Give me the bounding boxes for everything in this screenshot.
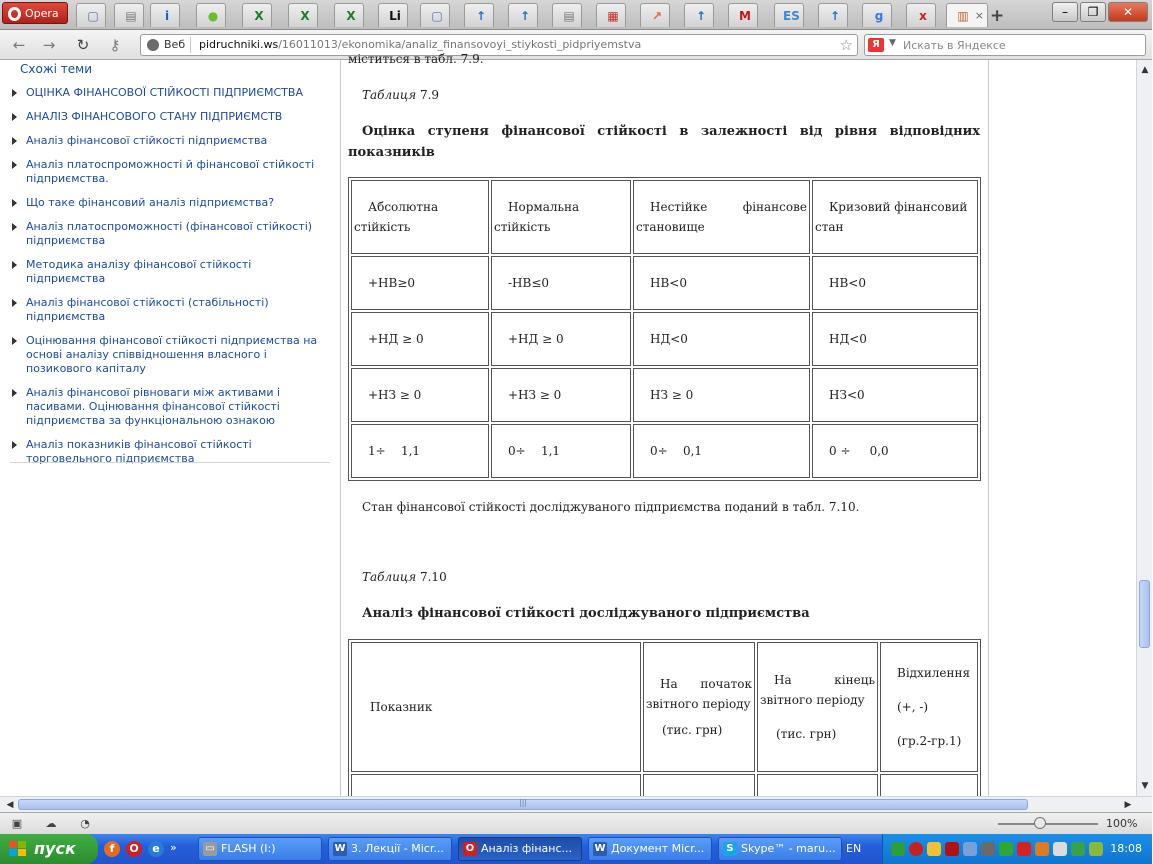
language-indicator[interactable]: EN [846,842,862,855]
shield-icon[interactable] [927,842,941,856]
browser-tab[interactable] [464,3,494,27]
browser-tab[interactable] [640,3,670,27]
related-topic-link[interactable]: Аналіз показників фінансової стійкості торговельного підприємства [10,438,332,466]
opera-logo-icon [8,7,21,21]
zoom-slider[interactable] [998,823,1098,825]
site-badge[interactable]: Веб [144,37,191,53]
browser-tab[interactable] [196,3,226,27]
table-cell: НВ<0 [812,256,978,310]
browser-tab[interactable] [684,3,714,27]
browser-tab[interactable] [774,3,804,27]
table-row [351,256,978,310]
page-icon: ▤ [125,9,137,23]
system-tray [882,834,1152,864]
scroll-up-arrow-icon[interactable]: ▲ [1141,65,1149,75]
search-field[interactable] [864,34,1146,56]
table-cell: НВ<0 [633,256,810,310]
table-header-cell: Показник [351,642,641,772]
upload-icon: ↑ [475,9,487,23]
browser-status-bar [0,812,1152,834]
close-tab-icon[interactable]: × [974,9,984,22]
scroll-down-arrow-icon[interactable]: ▼ [1141,781,1149,791]
page-viewport [0,52,1136,796]
yandex-icon[interactable]: Я [868,38,884,52]
close-window-button[interactable]: ✕ [1108,2,1148,22]
browser-tab[interactable] [76,3,106,27]
tray-app-icon[interactable] [891,842,905,856]
column-divider [988,60,989,796]
info-icon: i [164,9,170,23]
page-icon: ▢ [431,9,443,23]
tray-app-icon[interactable] [1089,842,1103,856]
table-cell: +НЗ ≥ 0 [351,368,489,422]
tray-app-icon[interactable] [1035,842,1049,856]
browser-tab[interactable] [288,3,318,27]
speed-dial-icon[interactable]: ◔ [80,817,90,830]
related-topic-link[interactable]: Методика аналізу фінансової стійкості підприємства [10,258,332,286]
related-topics-list [10,86,332,476]
table-header-row [351,180,978,254]
apple-icon: ● [207,9,219,23]
minimize-button[interactable]: – [1052,2,1078,22]
paragraph-text: міститься в табл. 7.9. [348,52,484,66]
firefox-icon[interactable]: f [104,841,120,857]
table-header-cell: На кінець звітного періоду (тис. грн) [757,642,878,772]
related-topic-link[interactable]: Аналіз платоспроможності й фінансової стійкості підприємства. [10,158,332,186]
page-icon: ▤ [563,9,575,23]
related-topics-title: Схожі теми [20,62,93,76]
ie-icon[interactable]: e [148,841,164,857]
quick-launch [104,841,177,857]
upload-icon: ↑ [695,9,707,23]
related-topic-link[interactable]: Аналіз фінансової стійкості (стабільності) підприємства [10,296,332,324]
paragraph-text: Стан фінансової стійкості досліджуваного підприємства поданий в табл. 7.10. [362,500,860,514]
browser-tab[interactable] [508,3,538,27]
volume-icon[interactable] [1053,842,1067,856]
opera-icon[interactable]: O [126,841,142,857]
page-icon: ▢ [87,9,99,23]
forward-button[interactable]: → [42,36,56,54]
browser-tab[interactable] [552,3,582,27]
start-button[interactable]: пуск [0,834,98,864]
mail-icon: M [739,9,751,23]
panel-toggle-icon[interactable]: ▣ [11,817,23,830]
taskbar-button-label: Документ Micr... [611,842,705,855]
table-header-cell: Кризовий фінансовий стан [812,180,978,254]
table-cell: +НД ≥ 0 [491,312,631,366]
search-placeholder: Искать в Яндексе [903,39,1006,52]
taskbar-button-label: FLASH (I:) [221,842,276,855]
google-icon: g [874,9,884,23]
browser-tab[interactable] [150,3,180,27]
news-icon: ▦ [607,9,619,23]
url-path: /16011013/ekonomika/analiz_finansovoyi_stiykosti_pidpriyemstva [278,38,642,51]
opera-menu-button[interactable]: Opera [2,2,68,24]
word-icon: W [334,843,346,854]
scroll-left-arrow-icon[interactable]: ◀ [6,800,14,810]
scroll-right-arrow-icon[interactable]: ▶ [1124,800,1132,810]
es-icon: ES [783,9,800,23]
back-button[interactable]: ← [12,36,26,54]
bookmark-star-icon[interactable]: ☆ [839,36,853,54]
url-field[interactable] [140,34,858,56]
books-icon: ▥ [957,9,969,23]
x-icon: x [919,9,927,23]
address-toolbar [0,30,1152,60]
zoom-level[interactable]: 100% [1106,817,1138,830]
browser-tab[interactable] [728,3,758,27]
browser-tab-bar [0,0,1152,30]
table-cell: 0÷ 1,1 [491,424,631,478]
sidebar-divider [10,462,330,463]
browser-tab[interactable] [946,3,988,27]
horizontal-scroll-thumb[interactable]: ||| [18,799,1028,810]
chevron-down-icon[interactable]: ▼ [889,38,896,48]
key-icon[interactable]: ⚷ [109,36,121,54]
table-row [351,312,978,366]
table-row [351,424,978,478]
table-title: Аналіз фінансової стійкості досліджуваного підприємства [362,606,810,621]
taskbar-button[interactable] [328,837,452,861]
table-cell: 1÷ 1,1 [351,424,489,478]
related-topic-link[interactable]: Аналіз платоспроможності (фінансової стійкості) підприємства [10,220,332,248]
table-row [351,368,978,422]
browser-tab[interactable] [906,3,936,27]
excel-icon: X [300,9,310,23]
table-title: Оцінка ступеня фінансової стійкості в залежності від рівня відповідних показників [348,124,980,160]
windows-taskbar [0,834,1152,864]
browser-tab[interactable] [114,3,144,27]
taskbar-button[interactable] [718,837,842,861]
table-cell: -НВ≤0 [491,256,631,310]
windows-logo-icon [9,841,27,857]
reload-button[interactable]: ↻ [76,36,90,54]
table-cell: 0÷ 0,1 [633,424,810,478]
network-icon[interactable] [963,842,977,856]
table-header-cell: На початок звітного періоду (тис. грн) [643,642,755,772]
taskbar-button[interactable] [588,837,712,861]
related-topic-link[interactable]: Оцінювання фінансової стійкості підприємства на основі аналізу співвідношення власного і позикового капіталу [10,334,332,376]
horizontal-scrollbar[interactable] [0,796,1152,812]
table-caption: Таблиця 7.10 [362,570,447,584]
related-topic-link[interactable]: Що таке фінансовий аналіз підприємства? [10,196,332,210]
table-cell: НЗ ≥ 0 [633,368,810,422]
table-header-cell: Нормальна стійкість [491,180,631,254]
browser-tab[interactable] [596,3,626,27]
table-cell: +НЗ ≥ 0 [491,368,631,422]
table-header-cell: Нестійке фінансове становище [633,180,810,254]
new-tab-button[interactable]: + [990,6,1005,26]
table-header-cell: Відхилення (+, -) (гр.2-гр.1) [880,642,978,772]
taskbar-button-label: 3. Лекції - Micr... [351,842,444,855]
table-cell: +НВ≥0 [351,256,489,310]
table-caption: Таблиця 7.9 [362,88,440,102]
skype-status-icon[interactable] [999,842,1013,856]
table-cell: НД<0 [633,312,810,366]
restore-button[interactable]: ❐ [1080,2,1106,22]
related-topic-link[interactable]: АНАЛІЗ ФІНАНСОВОГО СТАНУ ПІДПРИЄМСТВ [10,110,332,124]
taskbar-button-label: Skype™ - maru... [741,842,836,855]
taskbar-button[interactable] [198,837,322,861]
table-cell: НД<0 [812,312,978,366]
vertical-scrollbar[interactable] [1136,60,1152,796]
antivirus-icon[interactable] [909,842,923,856]
chart-icon: ↗ [651,9,663,23]
taskbar-button[interactable] [458,837,582,861]
table-header-cell: Абсолютна стійкість [351,180,489,254]
word-icon: W [594,843,606,854]
browser-tab[interactable] [420,3,450,27]
opera-icon: O [463,842,477,856]
excel-icon: X [254,9,264,23]
stability-criteria-table [348,177,981,481]
drive-icon: ▭ [203,842,217,856]
browser-tab[interactable] [862,3,892,27]
clock[interactable]: 18:08 [1110,842,1142,855]
table-header-row [351,642,978,772]
table-cell: +НД ≥ 0 [351,312,489,366]
cloud-icon[interactable]: ☁ [45,817,57,830]
related-topic-link[interactable]: Аналіз фінансової рівноваги між активами і пасивами. Оцінювання фінансової стійкості підприємства за функціональною ознакою [10,386,332,428]
excel-icon: X [346,9,356,23]
column-divider [340,60,341,796]
tray-app-icon[interactable] [1017,842,1031,856]
upload-icon: ↑ [829,9,841,23]
zoom-slider-handle[interactable] [1034,817,1046,829]
tray-app-icon[interactable] [1071,842,1085,856]
browser-tab[interactable] [334,3,364,27]
quick-launch-more[interactable]: » [170,841,177,854]
table-cell: НЗ<0 [812,368,978,422]
browser-tab[interactable] [378,3,408,27]
related-topic-link[interactable]: ОЦІНКА ФІНАНСОВОЇ СТІЙКОСТІ ПІДПРИЄМСТВА [10,86,332,100]
tray-app-icon[interactable] [981,842,995,856]
skype-icon: S [723,842,737,856]
taskbar-button-label: Аналіз фінанс... [481,842,573,855]
table-cell: 0 ÷ 0,0 [812,424,978,478]
li-icon: Li [389,9,401,23]
upload-icon: ↑ [519,9,531,23]
globe-icon [147,39,159,51]
related-topic-link[interactable]: Аналіз фінансової стійкості підприємства [10,134,332,148]
acrobat-icon[interactable] [945,842,959,856]
related-topics-sidebar [0,60,340,796]
stability-analysis-table [348,639,981,817]
vertical-scroll-thumb[interactable] [1139,580,1150,648]
browser-tab[interactable] [242,3,272,27]
browser-tab[interactable] [818,3,848,27]
url-host: pidruchniki.ws [199,38,279,51]
